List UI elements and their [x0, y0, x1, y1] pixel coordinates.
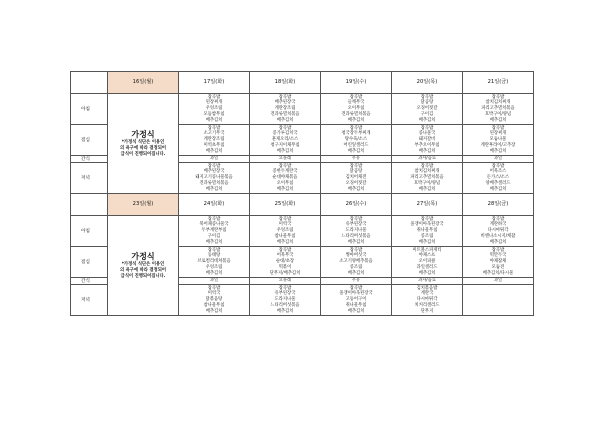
menu-item: 호박구이/양념	[413, 180, 441, 186]
menu-item: 잡곡밥	[207, 216, 221, 222]
menu-item: 구이김	[420, 111, 434, 117]
menu-item: 단무지	[420, 308, 434, 314]
menu-cell	[179, 247, 250, 278]
menu-item: 닭곰탕	[349, 169, 363, 175]
menu-item: 취나물무침	[416, 228, 438, 234]
menu-cell	[179, 125, 250, 156]
menu-item: 잡곡밥	[207, 247, 221, 253]
meal-label: 저녁	[71, 285, 108, 316]
menu-item: 잡곡밥	[349, 247, 363, 253]
home-meal-cell	[108, 94, 179, 194]
menu-item: 소고기양배추볶음	[339, 259, 373, 265]
menu-cell	[321, 156, 392, 163]
menu-cell	[250, 247, 321, 278]
menu-item: 과일	[493, 278, 503, 284]
day-header-row	[71, 194, 534, 216]
menu-item: 배추김치	[205, 117, 223, 123]
menu-item: 콩나물국	[418, 131, 436, 137]
menu-item: 떡볶이	[278, 264, 292, 270]
menu-cell	[321, 125, 392, 156]
menu-cell	[392, 163, 463, 194]
menu-item: 미역초무침	[203, 142, 225, 148]
menu-item: 파리고추멸치볶음	[481, 106, 515, 112]
meal-label: 점심	[71, 125, 108, 156]
menu-item: 계란장조림	[274, 106, 296, 112]
menu-item: 배추김치	[276, 148, 294, 154]
menu-item: 도라지나물	[345, 228, 367, 234]
menu-item: 탕수육/소스	[344, 137, 368, 143]
menu-item: 콩한두계란국	[272, 169, 298, 175]
menu-item: 참치김치찌개	[485, 100, 511, 106]
menu-item: 우엉조림	[276, 228, 294, 234]
menu-item: 잡곡밥	[491, 94, 505, 100]
menu-item: 잡곡밥	[349, 125, 363, 131]
menu-cell	[179, 216, 250, 247]
menu-item: 배추김치	[276, 186, 294, 192]
menu-item: 잡곡밥	[420, 94, 434, 100]
menu-item: 닭볶음탕	[205, 297, 223, 303]
menu-cell	[321, 247, 392, 278]
menu-cell	[463, 247, 534, 278]
menu-cell	[463, 163, 534, 194]
menu-item: 잡곡밥	[278, 216, 292, 222]
meal-plan-table	[70, 71, 534, 316]
menu-item: 모듬쌈무침	[203, 111, 225, 117]
menu-cell	[321, 163, 392, 194]
menu-item: 과일	[209, 156, 219, 162]
menu-item: 견과류멸치볶음	[270, 111, 300, 117]
menu-item: 과자/음료	[417, 278, 437, 284]
menu-item: 요플레	[278, 156, 292, 162]
menu-item: 잡곡밥	[207, 163, 221, 169]
menu-item: 콩가루김치국	[272, 131, 298, 137]
menu-item: 오이무침	[276, 180, 294, 186]
menu-item: 쩡아버섯국	[345, 253, 367, 259]
menu-cell	[392, 247, 463, 278]
home-meal-title: 가정식	[131, 252, 155, 262]
menu-item: 배추김치	[347, 239, 365, 245]
menu-item: 동태탕	[207, 253, 221, 259]
menu-item: 들깨무국	[347, 100, 365, 106]
menu-item: 도라지나물	[274, 297, 296, 303]
menu-cell	[321, 94, 392, 125]
menu-item: 오이피클	[418, 259, 436, 265]
menu-cell	[463, 278, 534, 285]
menu-item: 잡곡밥	[420, 125, 434, 131]
menu-cell	[392, 278, 463, 285]
menu-item: 다시마튀각	[416, 297, 438, 303]
menu-cell	[250, 163, 321, 194]
menu-item: 미트볼스파게티	[412, 247, 442, 253]
menu-item: 배추김치	[205, 186, 223, 192]
day-header: 18일(화)	[250, 72, 321, 94]
menu-item: 두부계란부침	[201, 228, 227, 234]
menu-item: 돈가스/소스	[486, 175, 510, 181]
menu-item: 견과류멸치볶음	[341, 111, 371, 117]
menu-item: 배추김치	[418, 239, 436, 245]
menu-cell	[463, 285, 534, 316]
menu-cell	[250, 94, 321, 125]
menu-item: 잡곡밥	[420, 216, 434, 222]
menu-item: 브로컬리데쳐볶음	[197, 259, 231, 265]
home-meal-note: 의 욕구에 따라 결정되어	[120, 268, 166, 274]
home-meal-note: 급식이 진행되어집니다.	[120, 151, 166, 157]
menu-item: 소고기무국	[203, 131, 225, 137]
menu-item: 참치김치찌개	[414, 169, 440, 175]
day-header: 26일(수)	[321, 194, 392, 216]
menu-item: 배추김치	[489, 186, 507, 192]
menu-item: 배추김치	[347, 186, 365, 192]
menu-cell	[179, 285, 250, 316]
meal-label: 점심	[71, 247, 108, 278]
menu-item: 과일	[493, 156, 503, 162]
day-header: 27일(목)	[392, 194, 463, 216]
menu-item: 잡곡밥	[278, 285, 292, 291]
menu-item: 호박구이/양념	[484, 111, 512, 117]
menu-item: 참나물무침	[203, 302, 225, 308]
menu-cell	[463, 156, 534, 163]
meal-label: 아침	[71, 216, 108, 247]
day-header: 20일(목)	[392, 72, 463, 94]
menu-cell	[463, 216, 534, 247]
corner-cell	[71, 194, 108, 216]
menu-cell	[250, 125, 321, 156]
menu-item: 배추된장국	[203, 169, 225, 175]
menu-item: 잡곡밥	[207, 125, 221, 131]
day-header: 21일(금)	[463, 72, 534, 94]
menu-item: 참나물무침	[274, 233, 296, 239]
meal-row	[71, 94, 534, 125]
meal-row	[71, 216, 534, 247]
day-header: 25일(화)	[250, 194, 321, 216]
home-meal-note: *가정식 식단은 이용인	[121, 262, 165, 268]
day-header: 17일(화)	[179, 72, 250, 94]
home-meal-cell	[108, 216, 179, 316]
menu-item: 배추김치	[276, 239, 294, 245]
home-meal-title: 가정식	[131, 130, 155, 140]
menu-cell	[179, 278, 250, 285]
menu-cell	[321, 285, 392, 316]
menu-item: 배추김치	[205, 308, 223, 314]
menu-cell	[392, 94, 463, 125]
menu-item: 잡곡밥	[349, 163, 363, 169]
menu-item: 취나물무침	[345, 302, 367, 308]
menu-cell	[392, 285, 463, 316]
menu-item: 오이무침	[347, 106, 365, 112]
menu-item: 모둠전	[491, 264, 505, 270]
menu-cell	[250, 285, 321, 316]
day-header: 19일(수)	[321, 72, 392, 94]
menu-item: 배추김치	[418, 148, 436, 154]
menu-item: 잡곡밥	[420, 163, 434, 169]
menu-cell	[463, 94, 534, 125]
menu-item: 배추김치	[347, 148, 365, 154]
menu-item: 김치어채전	[345, 175, 367, 181]
menu-item: 유부된장국	[345, 222, 367, 228]
menu-item: 야채스프	[418, 253, 436, 259]
menu-item: 우엉조림	[205, 264, 223, 270]
menu-item: 모둠나물	[489, 137, 507, 143]
menu-item: 잡곡밥	[278, 94, 292, 100]
menu-item: 배추김치	[489, 117, 507, 123]
menu-item: 배추김치	[205, 239, 223, 245]
menu-item: 다시마튀각	[487, 228, 509, 234]
menu-item: 떡만두국	[489, 253, 507, 259]
menu-item: 단무지/배추김치	[269, 270, 301, 276]
menu-item: 우유	[351, 156, 361, 162]
menu-item: 잡곡밥	[278, 125, 292, 131]
menu-item: 계란후라이/고추장	[480, 142, 516, 148]
menu-cell	[179, 94, 250, 125]
menu-item: 계란국	[420, 291, 434, 297]
menu-item: 잡곡밥	[278, 247, 292, 253]
menu-item: 콩조림	[349, 264, 363, 270]
menu-cell	[250, 278, 321, 285]
menu-item: 과일샐러드	[416, 264, 438, 270]
meal-label: 저녁	[71, 163, 108, 194]
menu-item: 북어채콩나물국	[199, 222, 229, 228]
menu-item: 양배추샐러드	[485, 180, 511, 186]
menu-item: 배추김치	[418, 270, 436, 276]
menu-item: 올갱이아욱된장국	[339, 291, 373, 297]
menu-item: 청국장두부찌개	[341, 131, 371, 137]
menu-item: 콩조림	[420, 233, 434, 239]
menu-item: 어묵무국	[276, 253, 294, 259]
menu-item: 과자/음료	[417, 156, 437, 162]
day-header: 16일(월)	[108, 72, 179, 94]
corner-cell	[71, 72, 108, 94]
menu-item: 닭곰탕	[420, 100, 434, 106]
menu-item: 요플레	[278, 278, 292, 284]
day-header: 23일(월)	[108, 194, 179, 216]
menu-cell	[250, 216, 321, 247]
menu-item: 훈제오리/소스	[271, 137, 299, 143]
menu-item: 잡곡밥	[349, 285, 363, 291]
menu-item: 배추김치	[489, 239, 507, 245]
home-meal-note: *가정식 식단은 이용인	[121, 140, 165, 146]
menu-item: 계란장조림	[203, 137, 225, 143]
meal-label: 간식	[71, 156, 108, 163]
menu-item: 순대/초장	[275, 259, 295, 265]
menu-cell	[321, 216, 392, 247]
menu-item: 치커리샐러드	[414, 302, 440, 308]
day-header: 28일(금)	[463, 194, 534, 216]
meal-label: 아침	[71, 94, 108, 125]
menu-cell	[321, 278, 392, 285]
menu-item: 된장찌개	[205, 100, 223, 106]
menu-item: 오징어젓갈	[345, 180, 367, 186]
menu-item: 잡곡밥	[491, 125, 505, 131]
meal-label: 간식	[71, 278, 108, 285]
menu-item: 배추김치	[276, 308, 294, 314]
menu-cell	[179, 163, 250, 194]
menu-cell	[250, 156, 321, 163]
menu-item: 견과류멸치볶음	[199, 180, 229, 186]
menu-item: 잡곡밥	[207, 94, 221, 100]
home-meal-note: 급식이 진행되어집니다.	[120, 273, 166, 279]
menu-item: 돼지고기콩나물볶음	[195, 175, 233, 181]
menu-item: 배추김치	[347, 308, 365, 314]
menu-item: 배추된장국	[274, 100, 296, 106]
menu-item: 배추김치	[276, 117, 294, 123]
menu-item: 미역국	[207, 291, 221, 297]
menu-item: 유부된장국	[274, 291, 296, 297]
menu-item: 배추김치	[418, 117, 436, 123]
menu-item: 어묵조스	[489, 169, 507, 175]
menu-item: 어린잎샐러드	[343, 142, 369, 148]
menu-item: 오징어젓갈	[416, 106, 438, 112]
day-header-row	[71, 72, 534, 94]
menu-cell	[179, 156, 250, 163]
menu-item: 배추김치	[347, 117, 365, 123]
menu-item: 잡곡밥	[491, 216, 505, 222]
menu-item: 올갱이아욱된장국	[410, 222, 444, 228]
menu-item: 야채잡채	[489, 259, 507, 265]
menu-cell	[392, 125, 463, 156]
menu-item: 배추김치	[418, 186, 436, 192]
menu-item: 고등어구이	[345, 297, 367, 303]
menu-item: 배추김치	[205, 148, 223, 154]
menu-item: 돼지갈비	[418, 137, 436, 143]
menu-item: 느타리버섯볶음	[341, 233, 371, 239]
menu-item: 구이김	[207, 233, 221, 239]
menu-item: 잡곡밥	[278, 163, 292, 169]
menu-item: 김치볶음밥	[416, 285, 438, 291]
menu-item: 우엉조림	[205, 106, 223, 112]
menu-cell	[463, 125, 534, 156]
menu-item: 파리고추멸치볶음	[410, 175, 444, 181]
menu-item: 느타리버섯볶음	[270, 302, 300, 308]
menu-item: 부추오이무침	[414, 142, 440, 148]
menu-item: 순대야채볶음	[272, 175, 298, 181]
home-meal-note: 의 욕구에 따라 결정되어	[120, 146, 166, 152]
menu-item: 배추김치	[205, 270, 223, 276]
day-header: 24일(화)	[179, 194, 250, 216]
menu-cell	[392, 156, 463, 163]
menu-item: 잡곡밥	[491, 163, 505, 169]
menu-item	[463, 309, 533, 315]
menu-item: 미역국	[278, 222, 292, 228]
menu-item: 배추김치	[347, 270, 365, 276]
menu-cell	[392, 216, 463, 247]
menu-item: 잡곡밥	[491, 247, 505, 253]
menu-item: 계란하국	[489, 222, 507, 228]
menu-item: 과일	[209, 278, 219, 284]
menu-item: 배추김치	[489, 148, 507, 154]
menu-item: 잡곡밥	[207, 285, 221, 291]
menu-item: 청구지이채무침	[270, 142, 300, 148]
menu-item: 잡곡밥	[349, 216, 363, 222]
menu-item: 된장찌개	[489, 131, 507, 137]
menu-item: 우유	[351, 278, 361, 284]
menu-item: 비엔나소시지/케찹	[480, 233, 516, 239]
menu-item: 배추김치/다시물	[482, 270, 514, 276]
menu-item: 잡곡밥	[349, 94, 363, 100]
